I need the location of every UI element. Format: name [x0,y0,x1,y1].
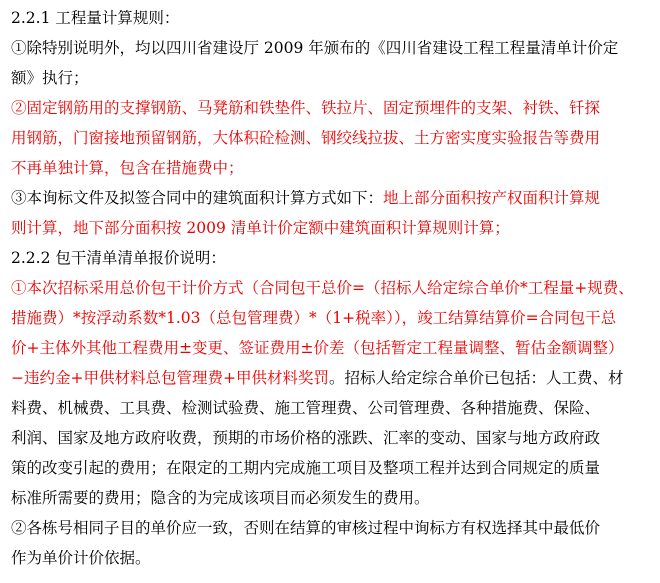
quote-item-1-line-1: ①本次招标采用总价包干计价方式（合同包干总价=（招标人给定综合单价*工程量+规费、 [11,279,634,297]
quote-item-1-line-6: 利润、国家及地方政府收费，预期的市场价格的涨跌、汇率的变动、国家与地方政府政 [11,429,601,447]
quote-item-1-line-4 [11,363,653,393]
rule-item-3-line-1 [11,183,653,213]
section-heading-2-2-1: 2.2.1 工程量计算规则： [11,9,180,27]
rule-item-3-intro: ③本询标文件及拟签合同中的建筑面积计算方式如下： [11,189,384,207]
quote-item-1-line-3: 价+主体外其他工程费用±变更、签证费用±价差（包括暂定工程量调整、暂估金额调整） [11,339,624,357]
quote-item-1 [11,273,653,513]
quote-item-1-line-8: 标准所需要的费用；隐含的为完成该项目而必须发生的费用。 [11,489,430,507]
rule-item-3 [11,183,653,243]
quote-item-2-line-2: 作为单价计价依据。 [11,549,151,567]
rule-item-3-line-2: 则计算，地下部分面积按 2009 清单计价定额中建筑面积计算规则计算； [11,219,510,237]
quote-item-2-line-1: ②各栋号相同子目的单价应一致，否则在结算的审核过程中询标方有权选择其中最低价 [11,519,601,537]
rule-item-1-line-1: ①除特别说明外，均以四川省建设厅 2009 年颁布的《四川省建设工程工程量清单计价定 [11,39,619,57]
quote-item-1-line-7: 策的改变引起的费用；在限定的工期内完成施工项目及整项工程并达到合同规定的质量 [11,459,601,477]
quote-item-1-line-4-emphasis: −违约金+甲供材料总包管理费+甲供材料奖罚 [11,369,329,387]
rule-item-2-line-3: 不再单独计算，包含在措施费中； [11,159,244,177]
rule-item-1-line-2: 额》执行； [11,69,89,87]
rule-item-1 [11,33,653,93]
quote-item-1-line-4-text: 。招标人给定综合单价已包括：人工费、材 [328,369,624,387]
quote-item-2 [11,513,653,573]
rule-item-3-emphasis: 地上部分面积按产权面积计算规 [383,189,601,207]
rule-item-2-line-2: 用钢筋，门窗接地预留钢筋，大体积砼检测、钢绞线拉拔、土方密实度实验报告等费用 [11,129,601,147]
rule-item-2-line-1: ②固定钢筋用的支撑钢筋、马凳筋和铁垫件、铁拉片、固定预埋件的支架、衬铁、钎探 [11,99,601,117]
quote-item-1-line-5: 料费、机械费、工具费、检测试验费、施工管理费、公司管理费、各种措施费、保险、 [11,399,601,417]
section-heading-2-2-2: 2.2.2 包干清单清单报价说明： [11,249,226,267]
rule-item-2 [11,93,653,183]
document-body [11,3,653,573]
quote-item-1-line-2: 措施费）*按浮动系数*1.03（总包管理费）*（1+税率）），竣工结算结算价=合同包干总 [11,309,617,327]
